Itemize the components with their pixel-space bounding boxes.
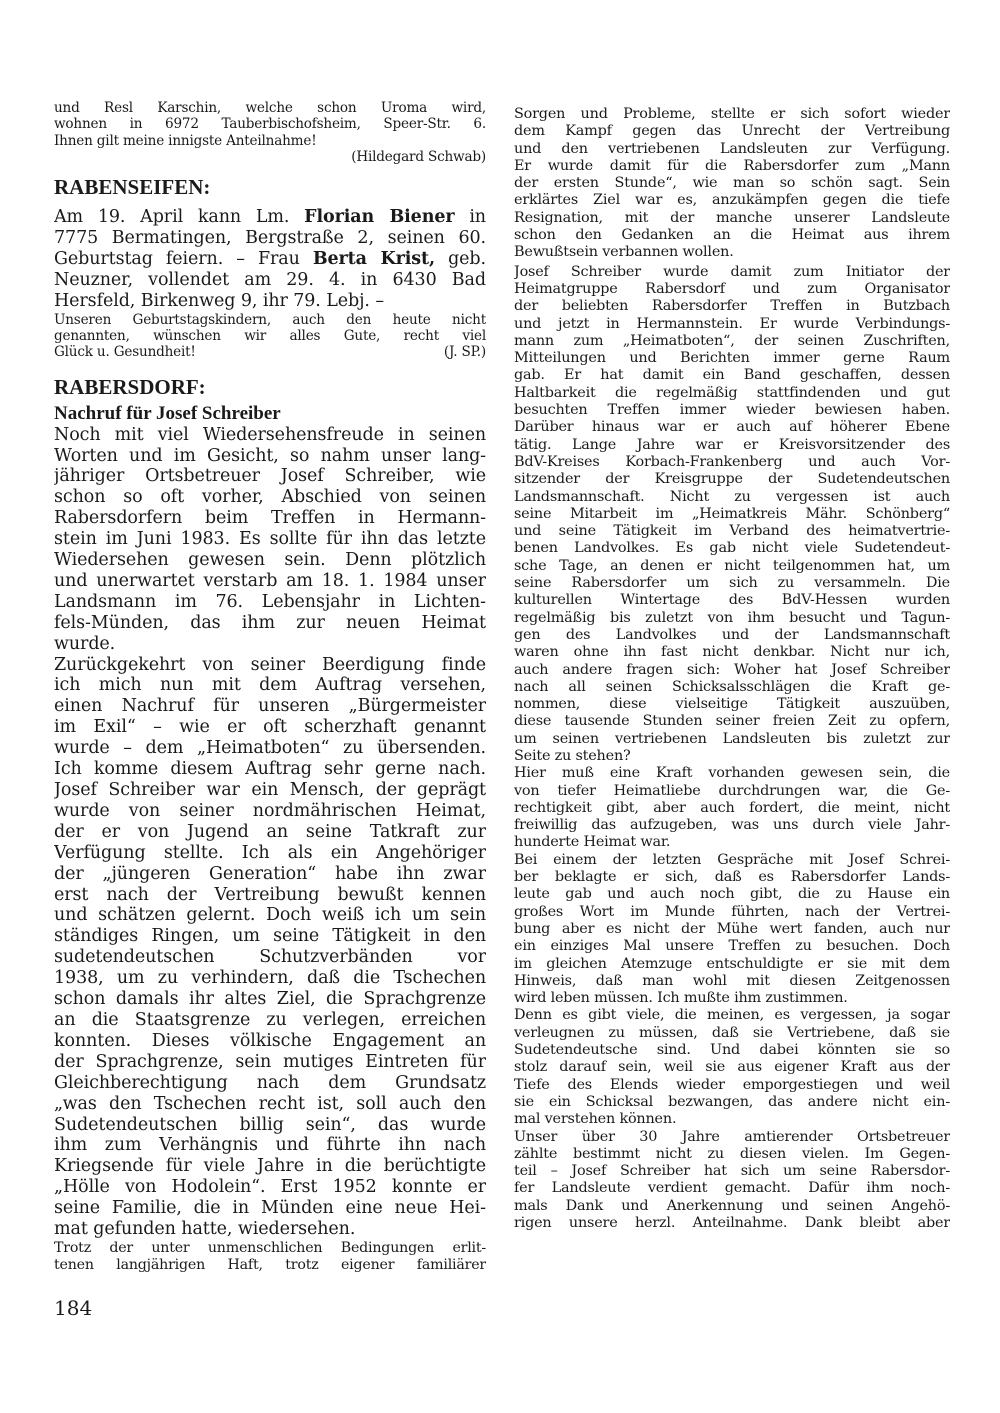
- text-line: seine Familie, die in Münden eine neue Hei-: [54, 1198, 486, 1219]
- text-line: 7775 Bermatingen, Bergstraße 2, seinen 60.: [54, 228, 486, 249]
- text-line: konnten. Dieses völkische Engagement an: [54, 1030, 486, 1051]
- text-fragment: Glück u. Gesundheit!: [54, 344, 196, 361]
- text-line: mann zum „Heimatboten“, der seinen Zuschriften,: [514, 332, 950, 349]
- text-line: Verfügung stellte. Ich als ein Angehöriger: [54, 842, 486, 863]
- text-line: der Sprachgrenze, sein mutiges Eintreten für: [54, 1051, 486, 1072]
- text-line: Landsmannschaft. Nicht zu vergessen ist auch: [514, 488, 950, 505]
- text-line: Wiedersehen gewesen sein. Denn plötzlich: [54, 550, 486, 571]
- text-line: „Hölle von Hodolein“. Erst 1952 konnte er: [54, 1177, 486, 1198]
- text-line: regelmäßig bis zuletzt von ihm besucht und Tagun-: [514, 609, 950, 626]
- right-paragraph-2: [514, 264, 950, 766]
- text-line: Noch mit viel Wiedersehensfreude in seinen: [54, 424, 486, 445]
- obituary-paragraph-3: [54, 1240, 486, 1274]
- person-name: Florian Biener: [304, 207, 455, 228]
- text-line: Heimatgruppe Rabersdorf und zum Organisator: [514, 280, 950, 297]
- text-line: der er von Jugend an seine Tatkraft zur: [54, 821, 486, 842]
- text-line: und schätzen gelernt. Doch weiß ich um sein: [54, 905, 486, 926]
- text-line: sie ein Schicksal bezwangen, das andere nicht ein-: [514, 1093, 950, 1110]
- text-line: Er wurde damit für die Rabersdorfer zum „Mann: [514, 157, 950, 174]
- text-line: besuchten Treffen immer wieder bewiesen haben.: [514, 402, 950, 419]
- text-line: Sudetendeutsche sind. Und dabei könnten sie so: [514, 1042, 950, 1059]
- text-line: genannten, wünschen wir alles Gute, recht viel: [54, 328, 486, 345]
- text-line: wurde von seiner nordmährischen Heimat,: [54, 800, 486, 821]
- text-line: Worten und im Gesicht, so nahm unser lang-: [54, 445, 486, 466]
- text-line: schon so oft vorher, Abschied von seinen: [54, 487, 486, 508]
- text-line: hunderte Heimat war.: [514, 834, 671, 851]
- text-line: 1938, um zu verhindern, daß die Tschechen: [54, 968, 486, 989]
- section-heading-rabenseifen: RABENSEIFEN:: [54, 175, 211, 200]
- text-line: freiwillig das aufzugeben, was uns durch viele Jahr-: [514, 817, 950, 834]
- text-line: seine Mitarbeit im „Heimatkreis Mähr. Schönberg“: [514, 505, 950, 522]
- text-line: auch andere fragen sich: Woher hat Josef Schreiber: [514, 661, 950, 678]
- text-line: diese tausende Stunden seiner freien Zeit zu opfern,: [514, 713, 950, 730]
- left-column: [54, 100, 486, 1274]
- text-line: Josef Schreiber wurde damit zum Initiator der: [514, 263, 950, 280]
- text-line: ich mich nun mit dem Auftrag versehen,: [54, 675, 486, 696]
- text-fragment: Geburtstag feiern. – Frau: [54, 249, 300, 269]
- text-line: nommen, diese vielseitige Tätigkeit auszuüben,: [514, 696, 950, 713]
- text-line: verleugnen zu müssen, daß sie Vertriebene, daß sie: [514, 1024, 950, 1041]
- text-fragment: in: [469, 207, 486, 228]
- text-line: Mitteilungen und Berichten immer gerne Raum: [514, 350, 950, 367]
- text-line: Kriegsende für viele Jahre in die berüchtigte: [54, 1156, 486, 1177]
- text-line: mals Dank und Anerkennung und seinen Angehö-: [514, 1197, 950, 1214]
- text-line: Gleichberechtigung nach dem Grundsatz: [54, 1072, 486, 1093]
- text-line: Hersfeld, Birkenweg 9, ihr 79. Lebj. –: [54, 290, 385, 311]
- text-line: [54, 249, 486, 270]
- rabenseifen-birthdays: [54, 207, 486, 312]
- right-paragraph-3: [514, 765, 950, 851]
- text-line: ber beklagte er sich, daß es Rabersdorfer Lands-: [514, 869, 950, 886]
- text-line: Haltbarkeit die regelmäßig stattfindenden und gut: [514, 384, 950, 401]
- text-line: Unseren Geburtstagskindern, auch den heute nicht: [54, 311, 486, 328]
- text-line: im gleichen Atemzuge entschuldigte er sie mit dem: [514, 955, 950, 972]
- text-line: ein einziges Mal unsere Treffen zu besuchen. Doch: [514, 938, 950, 955]
- text-line: teil – Josef Schreiber hat sich um seine Rabersdor-: [514, 1163, 950, 1180]
- text-line: „was den Tschechen recht ist, soll auch den: [54, 1093, 486, 1114]
- text-line: [54, 344, 486, 360]
- text-line: tenen langjährigen Haft, trotz eigener familiärer: [54, 1256, 486, 1273]
- text-line: Sorgen und Probleme, stellte er sich sofort wieder: [514, 106, 950, 122]
- text-line: und den vertriebenen Landsleuten zur Verfügung.: [514, 140, 950, 157]
- text-line: rigen unsere herzl. Anteilnahme. Dank bleibt aber: [514, 1215, 950, 1231]
- text-line: und unerwartet verstarb am 18. 1. 1984 unser: [54, 570, 486, 591]
- rabenseifen-signature: (J. SP.): [443, 344, 486, 361]
- text-line: sitzender der Kreisgruppe der Sudetendeutschen: [514, 471, 950, 488]
- text-line: Ihnen gilt meine innigste Anteilnahme!: [54, 132, 317, 149]
- text-line: schon den Gedanken an die Heimat aus ihrem: [514, 227, 950, 244]
- text-line: Hinweis, daß man wohl mit diesen Zeitgenossen: [514, 972, 950, 989]
- text-line: der ersten Stunde“, wie man so schön sagt. Sein: [514, 175, 950, 192]
- text-line: Unser über 30 Jahre amtierender Ortsbetreuer: [514, 1128, 950, 1145]
- text-line: waren ohne ihn fast nicht denkbar. Nicht nur ich,: [514, 644, 950, 661]
- right-paragraph-5: [514, 1007, 950, 1128]
- text-line: wurde.: [54, 633, 116, 654]
- text-line: mat gefunden hatte, wiedersehen.: [54, 1219, 356, 1240]
- text-line: Tiefe des Elends wieder emporgestiegen und weil: [514, 1076, 950, 1093]
- obituary-title: Nachruf für Josef Schreiber: [54, 402, 281, 424]
- obituary-paragraph-2: [54, 655, 486, 1240]
- text-line: wohnen in 6972 Tauberbischofsheim, Speer-Str. 6.: [54, 116, 486, 133]
- text-line: um seinen vertriebenen Landsleuten bis zuletzt zur: [514, 730, 950, 747]
- text-line: dem Kampf gegen das Unrecht der Vertreibung: [514, 123, 950, 140]
- text-line: Bewußtsein verbannen wollen.: [514, 244, 734, 261]
- text-line: von tiefer Heimatliebe durchdrungen war, die Ge-: [514, 782, 950, 799]
- right-paragraph-1: [514, 106, 950, 262]
- text-line: Seite zu stehen?: [514, 747, 631, 764]
- text-line: stolz darauf sein, weil sie aus eigener Kraft aus der: [514, 1059, 950, 1076]
- text-line: Neuzner, vollendet am 29. 4. in 6430 Bad: [54, 269, 486, 290]
- text-line: stein im Juni 1983. Es sollte für ihn das letzte: [54, 529, 486, 550]
- text-line: und seine Tätigkeit im Verband des heimatvertrie-: [514, 523, 950, 540]
- text-line: tätig. Lange Jahre war er Kreisvorsitzender des: [514, 436, 950, 453]
- text-line: jähriger Ortsbetreuer Josef Schreiber, wie: [54, 466, 486, 487]
- text-line: [54, 207, 486, 228]
- text-line: leute gab und auch noch gibt, die zu Hause ein: [514, 886, 950, 903]
- person-name: Berta Krist,: [312, 249, 435, 269]
- right-paragraph-4: [514, 852, 950, 1008]
- text-line: und jetzt in Hermannstein. Er wurde Verbindungs-: [514, 315, 950, 332]
- text-line: Sudetendeutschen billig sein“, das wurde: [54, 1114, 486, 1135]
- text-line: ihm zum Verhängnis und führte ihn nach: [54, 1135, 486, 1156]
- intro-paragraph: [54, 100, 486, 165]
- text-line: an die Staatsgrenze zu verlegen, erreichen: [54, 1009, 486, 1030]
- text-line: und Resl Karschin, welche schon Uroma wird,: [54, 100, 486, 116]
- text-line: der „jüngeren Generation“ habe ihn zwar: [54, 863, 486, 884]
- text-line: bung aber es nicht der Mühe wert fanden, auch nur: [514, 920, 950, 937]
- text-line: Zurückgekehrt von seiner Beerdigung finde: [54, 654, 486, 675]
- text-line: sche Tage, an denen er nicht teilgenommen hat, um: [514, 557, 950, 574]
- text-line: zählte bestimmt nicht zu diesen vielen. Im Gegen-: [514, 1145, 950, 1162]
- text-line: Ich komme diesem Auftrag sehr gerne nach.: [54, 759, 486, 780]
- text-line: Josef Schreiber war ein Mensch, der geprägt: [54, 780, 486, 801]
- text-line: seine Rabersdorfer um sich zu versammeln. Die: [514, 575, 950, 592]
- text-line: benen Landvolkes. Es gab nicht viele Sudetendeut-: [514, 540, 950, 557]
- text-line: erst nach der Vertreibung bewußt kennen: [54, 884, 486, 905]
- text-line: der beliebten Rabersdorfer Treffen in Butzbach: [514, 298, 950, 315]
- text-line: großes Wort im Munde führten, nach der Vertrei-: [514, 903, 950, 920]
- text-line: Trotz der unter unmenschlichen Bedingungen erlit-: [54, 1239, 486, 1256]
- intro-signature: (Hildegard Schwab): [351, 148, 486, 165]
- obituary-paragraph-1: [54, 425, 486, 655]
- section-heading-rabersdorf: RABERSDORF:: [54, 374, 206, 399]
- text-fragment: Am 19. April kann Lm.: [54, 207, 290, 228]
- text-line: wird leben müssen. Ich mußte ihm zustimmen.: [514, 990, 848, 1007]
- text-line: mal verstehen können.: [514, 1111, 677, 1128]
- text-line: Denn es gibt viele, die meinen, es vergessen, ja sogar: [514, 1007, 950, 1024]
- text-line: rechtigkeit gibt, aber auch fordert, die meint, nicht: [514, 799, 950, 816]
- text-line: im Exil“ – wie er oft scherzhaft genannt: [54, 717, 486, 738]
- text-line: gen des Landvolkes und der Landsmannschaft: [514, 626, 950, 643]
- rabenseifen-wishes: [54, 312, 486, 361]
- text-line: Resignation, mit der manche unserer Landsleute: [514, 209, 950, 226]
- text-line: nach all seinen Schicksalsschlägen die Kraft ge-: [514, 678, 950, 695]
- text-line: ständiges Ringen, um seine Tätigkeit in den: [54, 926, 486, 947]
- text-line: kulturellen Wintertage des BdV-Hessen wurden: [514, 592, 950, 609]
- text-line: Rabersdorfern beim Treffen in Hermann-: [54, 508, 486, 529]
- text-line: gab. Er hat damit ein Band geschaffen, dessen: [514, 367, 950, 384]
- text-line: Darüber hinaus war er auch auf höherer Ebene: [514, 419, 950, 436]
- text-line: erklärtes Ziel war es, anzukämpfen gegen die tiefe: [514, 192, 950, 209]
- right-paragraph-6: [514, 1129, 950, 1233]
- text-line: Landsmann im 76. Lebensjahr in Lichten-: [54, 591, 486, 612]
- page-number: 184: [54, 1296, 93, 1320]
- text-line: Bei einem der letzten Gespräche mit Josef Schrei-: [514, 851, 950, 868]
- text-line: sudetendeutschen Schutzverbänden vor: [54, 947, 486, 968]
- text-line: schon damals ihr altes Ziel, die Sprachgrenze: [54, 989, 486, 1010]
- text-line: einen Nachruf für unseren „Bürgermeister: [54, 696, 486, 717]
- right-column: [514, 106, 950, 1232]
- text-line: wurde – dem „Heimatboten“ zu übersenden.: [54, 738, 486, 759]
- text-line: fels-Münden, das ihm zur neuen Heimat: [54, 612, 486, 633]
- text-fragment: geb.: [448, 249, 486, 269]
- text-line: fer Landsleute verdient gemacht. Dafür ihm noch-: [514, 1180, 950, 1197]
- text-line: Hier muß eine Kraft vorhanden gewesen sein, die: [514, 765, 950, 782]
- text-line: BdV-Kreises Korbach-Frankenberg und auch Vor-: [514, 453, 950, 470]
